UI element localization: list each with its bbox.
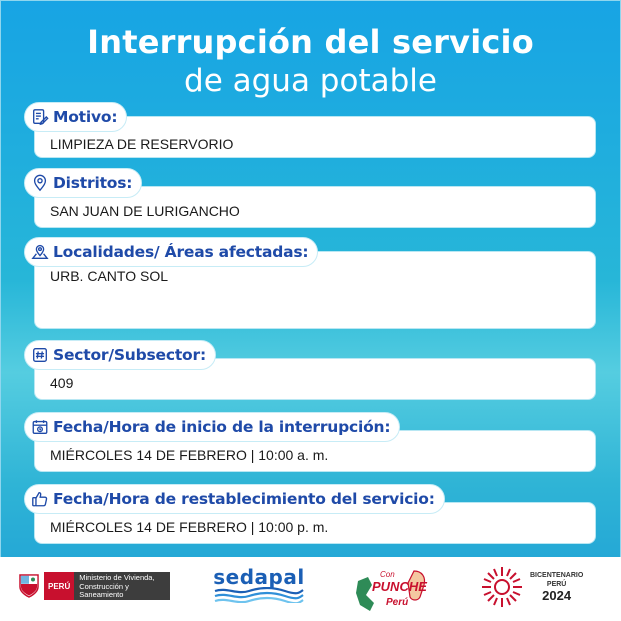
bicentenario-year: 2024 (542, 588, 572, 603)
field-label-pill (24, 412, 400, 442)
field-label: Localidades/ Áreas afectadas: (53, 243, 309, 261)
location-pin-icon (31, 174, 49, 192)
field-label: Distritos: (53, 174, 133, 192)
field-label-pill (24, 237, 318, 267)
field-localidades (24, 237, 596, 329)
area-pin-icon (31, 243, 49, 261)
field-distritos (24, 168, 596, 228)
punche-word: PUNCHE (372, 579, 427, 594)
sedapal-logo (213, 565, 305, 603)
field-motivo (24, 102, 596, 158)
peru-shield-icon (18, 573, 40, 599)
bicentenario-logo (480, 565, 583, 609)
thumbs-up-icon (31, 490, 49, 508)
field-label: Motivo: (53, 108, 118, 126)
bicentenario-label: BICENTENARIO (530, 572, 584, 579)
page-title (0, 22, 621, 100)
bicentenario-text (530, 571, 583, 603)
field-label: Fecha/Hora de restablecimiento del servicio: (53, 490, 435, 508)
punche-con: Con (380, 570, 395, 579)
hash-icon (31, 346, 49, 364)
calendar-icon (31, 418, 49, 436)
field-label-pill (24, 168, 142, 198)
con-punche-peru-logo (352, 561, 434, 617)
field-fecha-inicio (24, 412, 596, 472)
field-label-pill (24, 102, 127, 132)
peru-label: PERÚ (44, 572, 74, 600)
water-waves-icon (213, 587, 305, 603)
field-value: URB. CANTO SOL (50, 268, 168, 284)
punche-peru: Perú (386, 597, 409, 608)
bicentenario-country: PERÚ (546, 581, 567, 588)
field-value: SAN JUAN DE LURIGANCHO (50, 203, 240, 219)
footer-logos (0, 557, 621, 621)
title-line-1: Interrupción del servicio (87, 23, 534, 61)
field-value: LIMPIEZA DE RESERVORIO (50, 136, 234, 152)
field-label: Sector/Subsector: (53, 346, 206, 364)
ministerio-name: Ministerio de Vivienda, Construcción y Saneamiento (74, 572, 170, 600)
title-line-2: de agua potable (184, 63, 437, 99)
document-edit-icon (31, 108, 49, 126)
field-value: MIÉRCOLES 14 DE FEBRERO | 10:00 a. m. (50, 447, 329, 463)
field-value: 409 (50, 375, 74, 391)
sedapal-name: sedapal (213, 565, 305, 589)
field-label-pill (24, 340, 216, 370)
ministerio-logo (18, 571, 170, 601)
field-value: MIÉRCOLES 14 DE FEBRERO | 10:00 p. m. (50, 519, 329, 535)
field-label-pill (24, 484, 445, 514)
field-label: Fecha/Hora de inicio de la interrupción: (53, 418, 391, 436)
bicentenario-emblem-icon (480, 565, 524, 609)
field-fecha-restablecimiento (24, 484, 596, 544)
field-sector (24, 340, 596, 400)
